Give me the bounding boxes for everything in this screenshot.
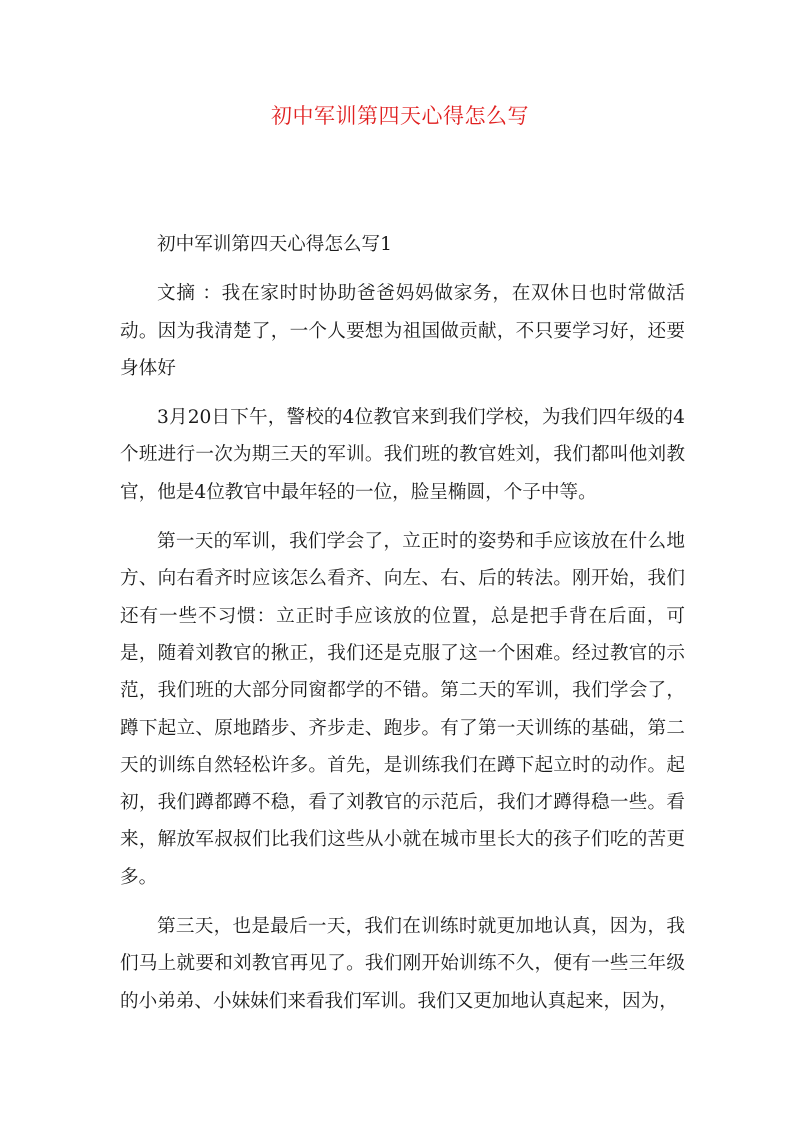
document-body — [120, 226, 685, 1032]
paragraph-abstract: 文摘 ：我在家时时协助爸爸妈妈做家务，在双休日也时常做活动。因为我清楚了，一个人要想为祖国做贡献，不只要学习好，还要身体好 — [120, 283, 685, 379]
section-heading: 初中军训第四天心得怎么写1 — [157, 234, 392, 255]
document-title: 初中军训第四天心得怎么写 — [271, 104, 529, 128]
paragraph-day-three: 第三天，也是最后一天，我们在训练时就更加地认真，因为，我们马上就要和刘教官再见了。我们刚开始训练不久，便有一些三年级的小弟弟、小妹妹们来看我们军训。我们又更加地认真起来，因为， — [120, 916, 685, 1012]
paragraph-day-one-two: 第一天的军训，我们学会了，立正时的姿势和手应该放在什么地方、向右看齐时应该怎么看齐、向左、右、后的转法。刚开始，我们还有一些不习惯：立正时手应该放的位置，总是把手背在后面，可是，随着刘教官的揪正，我们还是克服了这一个困难。经过教官的示范，我们班的大部分同窗都学的不错。第二天的军训，我们学会了，蹲下起立、原地踏步、齐步走、跑步。有了第一天训练的基础，第二天的训练自然轻松许多。首先，是训练我们在蹲下起立时的动作。起初，我们蹲都蹲不稳，看了刘教官的示范后，我们才蹲得稳一些。看来，解放军叔叔们比我们这些从小就在城市里长大的孩子们吃的苦更多。 — [120, 531, 685, 888]
paragraph-intro: 3月20日下午，警校的4位教官来到我们学校，为我们四年级的4个班进行一次为期三天的军训。我们班的教官姓刘，我们都叫他刘教官，他是4位教官中最年轻的一位，脸呈椭圆，个子中等。 — [120, 407, 685, 503]
